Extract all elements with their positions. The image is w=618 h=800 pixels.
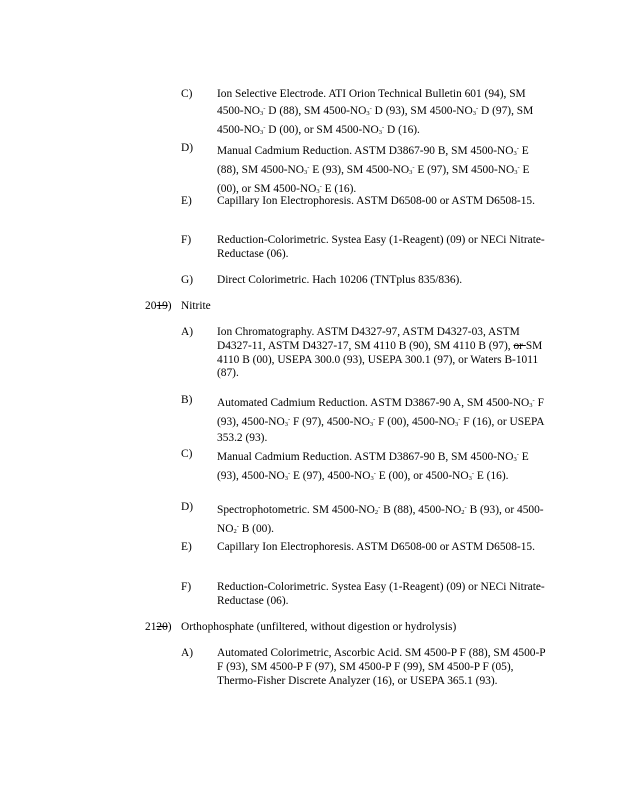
item-letter: B) xyxy=(181,394,193,406)
section-number: 2019) xyxy=(145,300,172,312)
item-text: Ion Chromatography. ASTM D4327-97, ASTM D4327-03, ASTM D4327-11, ASTM D4327-17, SM 4110 B (90), SM 4110 B (97), or SM 4110 B (00), USEPA 300.0 (93), USEPA 300.1 (97), or Waters B-1011 (87). xyxy=(217,326,543,380)
item-text: Manual Cadmium Reduction. ASTM D3867-90 B, SM 4500-NO3- E (93), 4500-NO3- E (97), 4500-NO3- E (00), or 4500-NO3- E (16). xyxy=(217,451,529,482)
item-letter: G) xyxy=(181,274,194,286)
item-text: Ion Selective Electrode. ATI Orion Technical Bulletin 601 (94), SM 4500-NO3- D (88), SM 4500-NO3- D (93), SM 4500-NO3- D (97), SM 4500-NO3- D (00), or SM 4500-NO3- D (16). xyxy=(217,88,534,136)
item-text: Capillary Ion Electrophoresis. ASTM D6508-00 or ASTM D6508-15. xyxy=(217,541,535,553)
item-letter: D) xyxy=(181,501,194,513)
item-letter: F) xyxy=(181,581,192,593)
item-letter: E) xyxy=(181,195,192,207)
section-title: Nitrite xyxy=(181,300,211,312)
item-text: Spectrophotometric. SM 4500-NO2- B (88), 4500-NO2- B (93), or 4500-NO2- B (00). xyxy=(217,504,544,535)
item-text: Reduction-Colorimetric. Systea Easy (1-Reagent) (09) or NECi Nitrate-Reductase (06). xyxy=(217,234,545,260)
item-text: Automated Cadmium Reduction. ASTM D3867-90 A, SM 4500-NO3- F (93), 4500-NO3- F (97), 4500-NO3- F (00), 4500-NO3- F (16), or USEPA 353.2 (93). xyxy=(217,397,544,444)
item-letter: C) xyxy=(181,448,193,460)
item-letter: E) xyxy=(181,541,192,553)
section-number: 2120) xyxy=(145,621,172,633)
item-letter: A) xyxy=(181,647,194,659)
item-text: Manual Cadmium Reduction. ASTM D3867-90 B, SM 4500-NO3- E (88), SM 4500-NO3- E (93), SM 4500-NO3- E (97), SM 4500-NO3- E (00), or SM 4500-NO3- E (16). xyxy=(217,145,530,195)
section-title: Orthophosphate (unfiltered, without digestion or hydrolysis) xyxy=(181,621,457,633)
item-letter: D) xyxy=(181,142,194,154)
item-letter: F) xyxy=(181,234,192,246)
item-letter: C) xyxy=(181,88,193,100)
item-text: Direct Colorimetric. Hach 10206 (TNTplus 835/836). xyxy=(217,274,463,286)
item-text: Capillary Ion Electrophoresis. ASTM D6508-00 or ASTM D6508-15. xyxy=(217,195,535,207)
item-text: Automated Colorimetric, Ascorbic Acid. SM 4500-P F (88), SM 4500-P F (93), SM 4500-P F (97), SM 4500-P F (99), SM 4500-P F (05), Thermo-Fisher Discrete Analyzer (16), or USEPA 365.1 (93). xyxy=(217,647,546,687)
item-letter: A) xyxy=(181,326,194,338)
item-text: Reduction-Colorimetric. Systea Easy (1-Reagent) (09) or NECi Nitrate-Reductase (06). xyxy=(217,581,545,607)
